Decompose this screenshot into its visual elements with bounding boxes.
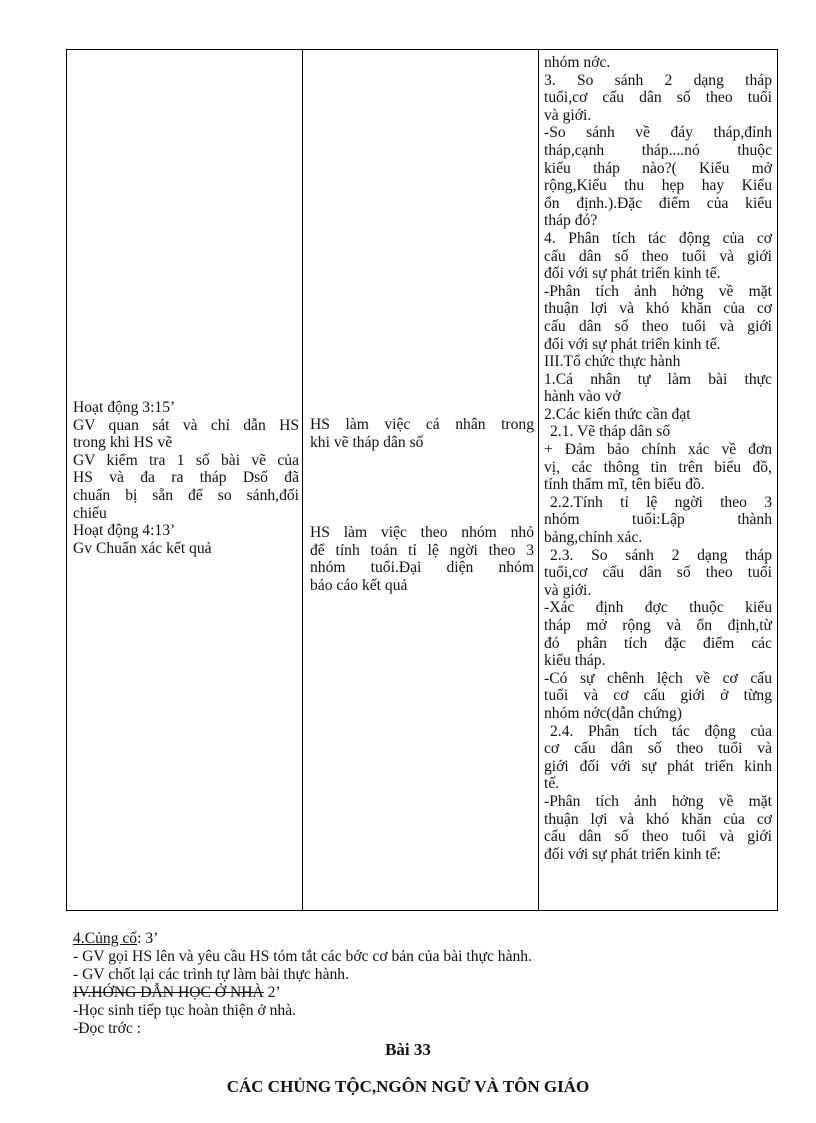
text-line: để tính toán tỉ lệ ngời theo 3 [310, 541, 534, 559]
consolidation-heading [73, 930, 532, 948]
text-line: nhóm tuổi:Lập thành [544, 511, 772, 529]
text-line: nhóm nớc(dẫn chứng) [544, 704, 682, 722]
text-line: ổn định.).Đặc điểm của kiểu [544, 194, 772, 212]
text-line: đối với sự phát triển kinh tế. [544, 335, 721, 353]
homework-time: 2’ [263, 984, 281, 1001]
text-line: cấu dân số theo tuổi và giới [544, 317, 772, 335]
text-line: 4. Phân tích tác động của cơ [544, 229, 772, 247]
text-line: 2.2.Tính tỉ lệ ngời theo 3 [550, 493, 772, 511]
text-line: tháp mở rộng và ổn định,từ [544, 617, 772, 634]
text-line: đối với sự phát triển kinh tế. [544, 265, 721, 283]
text-line: -Xác định đợc thuộc kiểu [544, 599, 772, 617]
text-line: cơ cấu dân số theo tuổi và [544, 740, 772, 758]
text-line: chiếu [73, 504, 107, 522]
text-line: và giới. [544, 106, 592, 124]
student-activity-text-2 [310, 524, 534, 594]
text-line: Gv Chuẩn xác kết quả [73, 539, 212, 557]
text-line: + Đảm bảo chính xác về đơn [544, 441, 772, 459]
text-line: tuổi,cơ cấu dân số theo tuổi [544, 89, 772, 107]
content-column [539, 50, 777, 910]
text-line: 2.3. So sánh 2 dạng tháp [550, 546, 772, 564]
text-line: kiểu tháp nào?( Kiểu mở [544, 159, 772, 177]
text-line: bảng,chính xác. [544, 529, 643, 547]
text-line: HS và đa ra tháp Dsố đã [73, 469, 299, 487]
homework-heading [73, 984, 532, 1002]
text-line: báo cáo kết quả [310, 576, 408, 594]
text-line: GV quan sát và chỉ dẫn HS [73, 416, 299, 434]
text-line: khi vẽ tháp dân số [310, 433, 424, 451]
homework-line: -Đọc trớc : [73, 1020, 141, 1037]
text-line: 2.Các kiến thức cần đạt [544, 405, 691, 423]
text-line: thuận lợi và khó khăn của cơ [544, 810, 772, 828]
text-line: Hoạt động 4:13’ [73, 522, 176, 540]
text-line: nhóm tuổi.Đại diện nhóm [310, 559, 534, 577]
text-line: -Có sự chênh lệch về cơ cấu [544, 669, 772, 687]
text-line: III.Tổ chức thực hành [544, 353, 681, 371]
text-line: thuận lợi và khó khăn của cơ [544, 300, 772, 318]
text-line: Hoạt động 3:15’ [73, 399, 176, 416]
lesson-title: CÁC CHỦNG TỘC,NGÔN NGỮ VÀ TÔN GIÁO [226, 1077, 590, 1096]
text-line: 2.1. Vẽ tháp dân số [550, 423, 671, 441]
homework-line: -Học sinh tiếp tục hoàn thiện ở nhà. [73, 1002, 297, 1019]
text-line: 3. So sánh 2 dạng tháp [544, 71, 772, 89]
text-line: chuẩn bị sẵn để so sánh,đối [73, 486, 299, 504]
text-line: vị, các thông tin trên biểu đồ, [544, 458, 772, 476]
text-line: tháp,cạnh tháp....nó thuộc [544, 141, 772, 159]
consolidation-title: 4.Củng cố [73, 930, 138, 947]
text-line: hành vào vở [544, 388, 621, 406]
text-line: kiểu tháp. [544, 652, 606, 670]
consolidation-time: : 3’ [137, 930, 159, 947]
text-line: tháp đó? [544, 212, 598, 230]
text-line: tuổi và cơ cấu giới ở từng [544, 687, 772, 705]
text-line: 1.Cá nhân tự làm bài thực [544, 370, 772, 388]
text-line: giới đối với sự phát triển kinh [544, 757, 772, 775]
text-line: đối với sự phát triển kinh tế: [544, 845, 721, 863]
text-line: rộng,Kiểu thu hẹp hay Kiểu [544, 177, 772, 195]
text-line: cấu dân số theo tuổi và giới [544, 247, 772, 265]
teacher-activity-text [73, 399, 299, 557]
text-line: GV kiểm tra 1 số bài vẽ của [73, 451, 299, 469]
teacher-activity-column [67, 50, 303, 910]
text-line: nhóm nớc. [544, 54, 611, 71]
text-line: 2.4. Phân tích tác động của [550, 722, 772, 740]
text-line: -Phân tích ảnh hởng về mặt [544, 282, 772, 300]
text-line: và giới. [544, 581, 592, 599]
lesson-number: Bài 33 [385, 1040, 431, 1059]
text-line: cấu dân số theo tuổi và giới [544, 828, 772, 846]
text-line: đó phân tích đặc điểm các [544, 634, 772, 652]
text-line: HS làm việc cá nhân trong [310, 416, 534, 433]
activity-table [66, 49, 778, 911]
consolidation-line: - GV chốt lại các trình tự làm bài thực hành. [73, 966, 349, 983]
text-line: trong khi HS vẽ [73, 434, 173, 452]
student-activity-text-1 [310, 416, 534, 451]
text-line: tính thẩm mĩ, tên biểu đồ. [544, 476, 705, 494]
student-activity-column [303, 50, 539, 910]
text-line: HS làm việc theo nhóm nhỏ [310, 524, 534, 541]
text-line: tuổi,cơ cấu dân số theo tuổi [544, 564, 772, 582]
text-line: -Phân tích ảnh hởng về mặt [544, 792, 772, 810]
homework-title: IV.HỚNG DẪN HỌC Ở NHÀ [73, 984, 264, 1001]
text-line: tế. [544, 775, 560, 793]
text-line: -So sánh về đáy tháp,đỉnh [544, 124, 772, 142]
consolidation-line: - GV gọi HS lên và yêu cầu HS tóm tắt các bớc cơ bản của bài thực hành. [73, 948, 532, 965]
after-table-section [73, 930, 532, 1038]
